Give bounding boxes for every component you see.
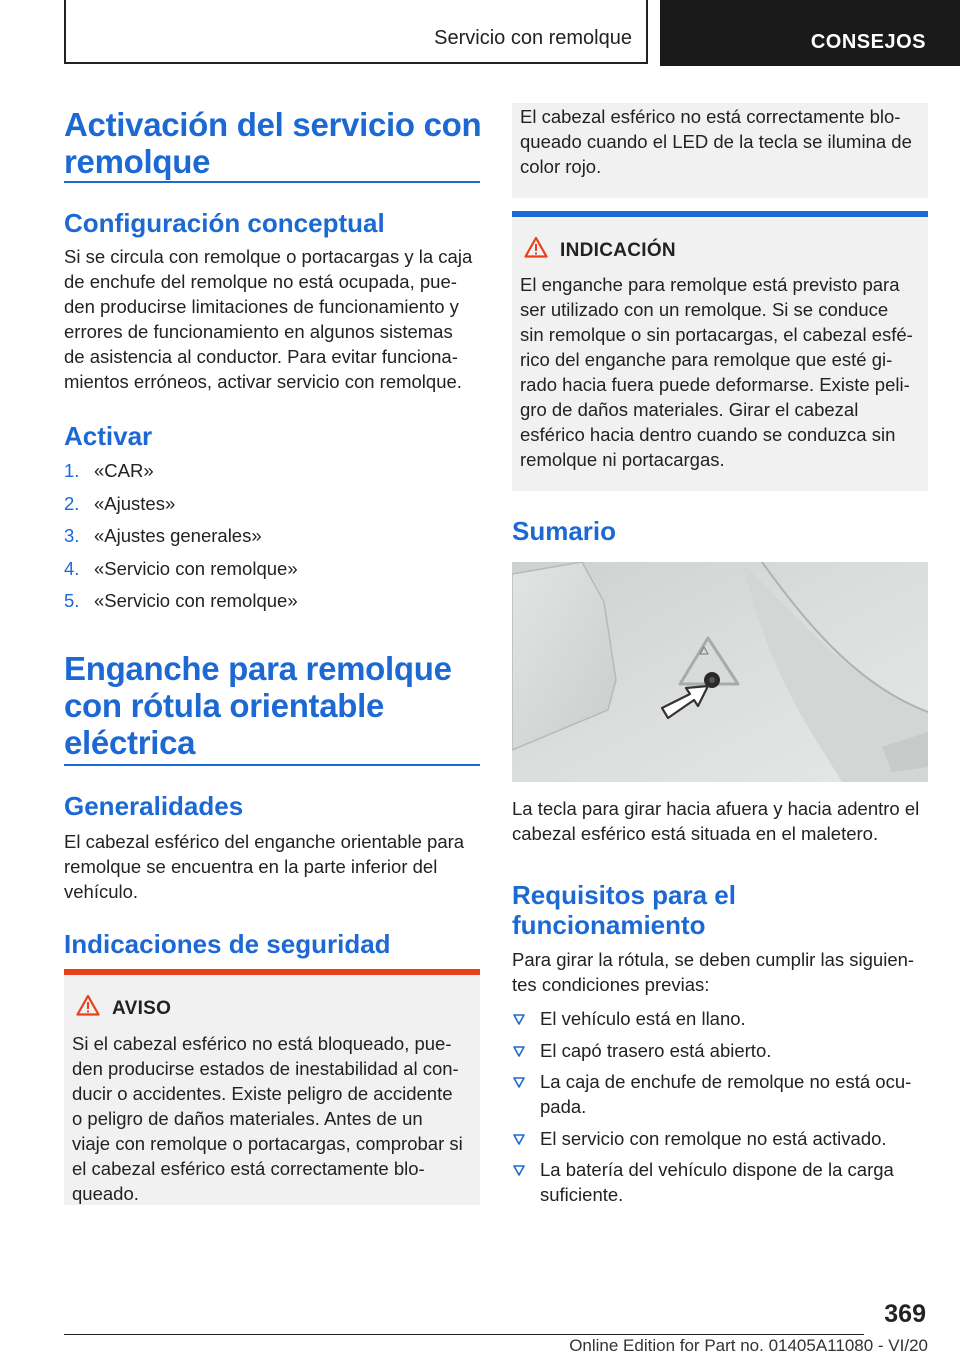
footer-rule (64, 1334, 864, 1335)
heading-line: remolque (64, 143, 211, 180)
activation-steps (64, 458, 480, 621)
warning-triangle-icon (524, 236, 548, 258)
header-category-box (660, 0, 960, 66)
page-number: 369 (884, 1300, 926, 1328)
header-category: CONSEJOS (810, 31, 926, 53)
indicacion-text: El enganche para remolque está previsto para ser utilizado con un remolque. Si se conduce sin remolque o sin portacargas, el cabezal esfé- rico del enganche para remolque que esté gi- rado hacia fuera puede deformarse. Existe peli- gro de daños materiales. Girar el cabezal esférico hacia dentro cuando se conduzca sin remolque ni portacargas. (520, 274, 913, 470)
triangle-bullet-icon (512, 1012, 526, 1026)
subheading-sumario: Sumario (512, 516, 617, 546)
aviso-continuation-text: El cabezal esférico no está correctamente blo- queado cuando el LED de la tecla se ilumina de color rojo. (520, 106, 912, 177)
requisitos-paragraph: Para girar la rótula, se deben cumplir las siguien- tes condiciones previas: (512, 949, 915, 995)
header-section-title: Servicio con remolque (434, 27, 632, 49)
step-item: 1. «CAR» (64, 460, 154, 481)
condition-item: El servicio con remolque no está activado. (512, 1126, 932, 1151)
condition-item: La caja de enchufe de remolque no está ocu- pada. (512, 1069, 932, 1119)
photo-caption: La tecla para girar hacia afuera y hacia adentro el cabezal esférico está situada en el maletero. (512, 798, 920, 844)
triangle-bullet-icon (512, 1163, 526, 1177)
trunk-button-photo (512, 562, 928, 782)
heading-rule (64, 764, 480, 766)
subheading-requisitos: Requisitos para el funcionamiento (512, 880, 736, 940)
step-item: 3. «Ajustes generales» (64, 525, 262, 546)
page-header (64, 0, 960, 66)
subheading-generalidades: Generalidades (64, 791, 244, 821)
trunk-illustration (512, 562, 928, 782)
triangle-bullet-icon (512, 1044, 526, 1058)
edition-note: Online Edition for Part no. 01405A11080 - VI/20 (569, 1336, 928, 1355)
aviso-text: Si el cabezal esférico no está bloqueado, pue- den producirse estados de inestabilidad al con- ducir o accidentes. Existe peligro de accidente o peligro de daños materiales. Antes de un viaje con remolque o portacargas, comprobar si el cabezal esférico está correctamente blo- queado. (72, 1033, 463, 1204)
condition-item: El vehículo está en llano. (512, 1006, 932, 1031)
conditions-list (512, 1006, 932, 1214)
step-item: 2. «Ajustes» (64, 492, 176, 514)
heading-activacion (64, 106, 481, 180)
header-section-box (64, 0, 648, 64)
condition-item: El capó trasero está abierto. (512, 1038, 932, 1063)
subheading-activar: Activar (64, 421, 153, 451)
step-item: 5. «Servicio con remolque» (64, 590, 298, 611)
warning-triangle-icon (76, 994, 100, 1016)
triangle-bullet-icon (512, 1075, 526, 1089)
subheading-configuracion: Configuración conceptual (64, 208, 385, 238)
condition-item: La batería del vehículo dispone de la carga suficiente. (512, 1157, 932, 1207)
triangle-bullet-icon (512, 1132, 526, 1146)
aviso-title: AVISO (112, 998, 172, 1019)
heading-enganche: Enganche para remolque con rótula orientable eléctrica (64, 650, 452, 761)
step-item: 4. «Servicio con remolque» (64, 557, 298, 579)
config-paragraph: Si se circula con remolque o portacargas y la caja de enchufe del remolque no está ocupada, pue- den producirse limitaciones de funcionamiento y errores de funcionamiento en algunos sistemas de asistencia al conductor. Para evitar funciona- mientos erróneos, activar servicio con remolque. (64, 246, 473, 392)
subheading-seguridad: Indicaciones de seguridad (64, 929, 391, 959)
heading-line: Activación del servicio con (64, 106, 482, 143)
general-paragraph: El cabezal esférico del enganche orientable para remolque se encuentra en la parte inferior del vehículo. (64, 831, 465, 902)
heading-rule (64, 181, 480, 183)
indicacion-title: INDICACIÓN (560, 240, 676, 261)
